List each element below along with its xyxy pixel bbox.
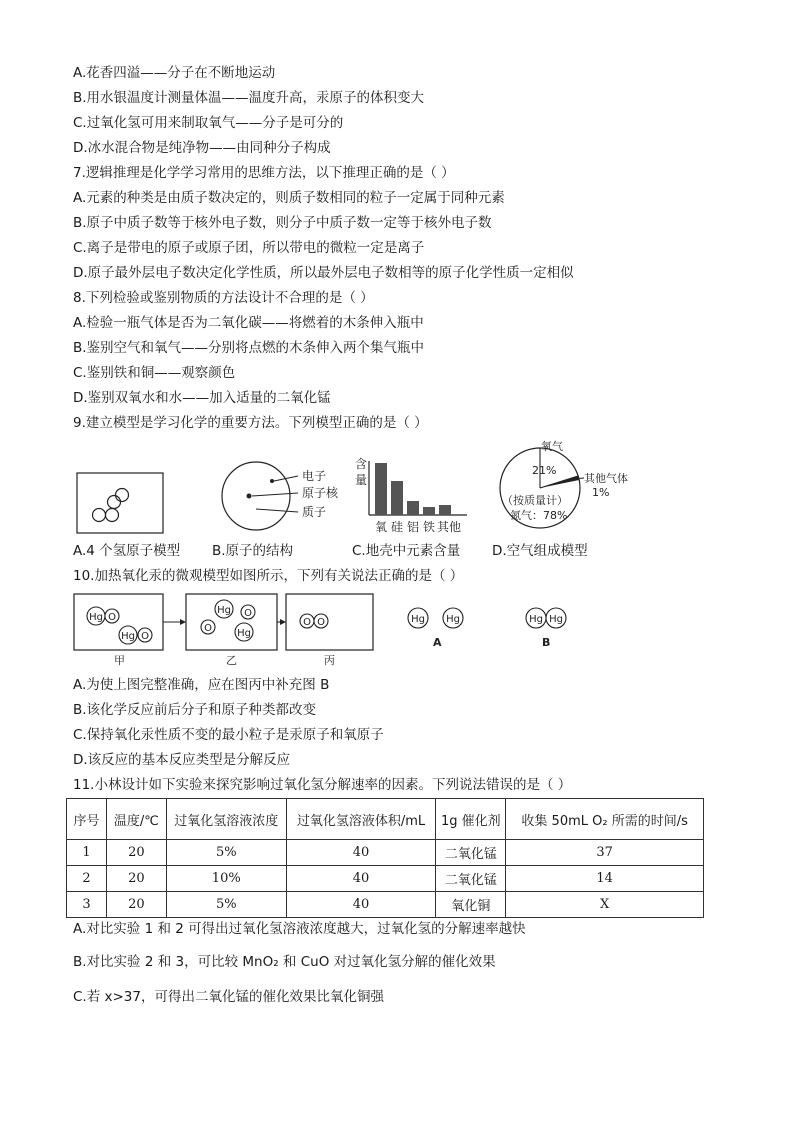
option-a-model [408,608,463,649]
question-option-line: A.花香四溢——分子在不断地运动 [73,65,276,81]
box-label-yi: 乙 [226,654,237,667]
svg-text:Hg: Hg [446,614,460,625]
header-catalyst: 1g 催化剂 [436,799,506,840]
q10-option-b: B.该化学反应前后分子和原子种类都改变 [73,702,317,718]
experiment-table [66,798,704,918]
header-volume: 过氧化氢溶液体积/mL [286,799,436,840]
q11-option-a: A.对比实验 1 和 2 可得出过氧化氢溶液浓度越大，过氧化氢的分解速率越快 [73,921,526,937]
label-other-pct: 1% [592,486,610,499]
tick-aluminium: 铝 [407,520,420,534]
bar-aluminium [407,501,419,515]
svg-text:Hg: Hg [237,628,251,639]
chart-ylabel-2: 量 [355,473,368,487]
figure-caption-d: D.空气组成模型 [492,543,588,559]
label-other-gas: 其他气体 [584,472,628,485]
header-index: 序号 [67,799,107,840]
air-composition-pie [488,438,638,538]
svg-text:Hg: Hg [549,614,563,625]
table-row: 3 20 5% 40 氧化铜 X [67,892,704,918]
svg-text:O: O [303,617,311,628]
tick-other: 其他 [437,520,462,534]
table-row: 1 20 5% 40 二氧化锰 37 [67,840,704,866]
option-b-model [526,608,566,649]
svg-text:O: O [108,612,116,623]
question-option-line: B.用水银温度计测量体温——温度升高，汞原子的体积变大 [73,90,425,106]
label-nucleus: 原子核 [302,486,339,500]
question-option-line: A.元素的种类是由质子数决定的，则质子数相同的粒子一定属于同种元素 [73,190,505,206]
label-electron: 电子 [302,469,327,483]
box-yi [186,594,277,650]
figure-caption-c: C.地壳中元素含量 [352,543,461,559]
figure-caption-a: A.4 个氢原子模型 [73,543,181,559]
question-option-line: A.检验一瓶气体是否为二氧化碳——将燃着的木条伸入瓶中 [73,315,424,331]
label-basis: （按质量计） [502,494,568,507]
label-oxygen: 氧气 [541,440,563,453]
box-bing [286,594,373,650]
question-option-line: B.鉴别空气和氧气——分别将点燃的木条伸入两个集气瓶中 [73,340,425,356]
q10-option-c: C.保持氧化汞性质不变的最小粒子是汞原子和氧原子 [73,727,384,743]
question-stem-7: 7.逻辑推理是化学学习常用的思维方法，以下推理正确的是（ ） [73,165,455,181]
question-option-line: B.原子中质子数等于核外电子数，则分子中质子数一定等于核外电子数 [73,215,492,231]
header-temperature: 温度/℃ [106,799,166,840]
crust-element-bar-chart [345,455,475,535]
bar-silicon [391,481,403,515]
question-option-line: C.离子是带电的原子或原子团，所以带电的微粒一定是离子 [73,240,425,256]
header-time: 收集 50mL O₂ 所需的时间/s [506,799,704,840]
q10-option-d: D.该反应的基本反应类型是分解反应 [73,752,291,768]
question-option-line: C.鉴别铁和铜——观察颜色 [73,365,236,381]
figure-caption-b: B.原子的结构 [212,543,294,559]
box-jia [74,594,163,650]
question-stem-8: 8.下列检验或鉴别物质的方法设计不合理的是（ ） [73,290,374,306]
question-option-line: D.鉴别双氧水和水——加入适量的二氧化锰 [73,390,331,406]
question-stem-10: 10.加热氧化汞的微观模型如图所示，下列有关说法正确的是（ ） [73,568,464,584]
option-b-label: B [542,636,551,649]
q10-option-a: A.为使上图完整准确，应在图丙中补充图 B [73,677,330,693]
label-oxygen-pct: 21% [532,464,557,477]
tick-silicon: 硅 [391,520,404,534]
tick-oxygen: 氧 [375,520,388,534]
svg-text:Hg: Hg [89,612,103,623]
label-proton: 质子 [302,505,327,519]
q11-option-c: C.若 x>37，可得出二氧化锰的催化效果比氧化铜强 [73,989,384,1005]
q11-option-b: B.对比实验 2 和 3，可比较 MnO₂ 和 CuO 对过氧化氢分解的催化效果 [73,954,496,970]
box-label-bing: 丙 [324,654,335,667]
svg-text:O: O [317,617,325,628]
bar-iron [423,507,435,515]
hydrogen-atoms-model [76,472,164,534]
label-nitrogen: 氮气：78% [510,509,568,522]
question-option-line: D.原子最外层电子数决定化学性质，所以最外层电子数相等的原子化学性质一定相似 [73,265,574,281]
mercury-oxide-reaction-diagram [72,590,592,668]
tick-iron: 铁 [423,520,436,534]
table-row: 2 20 10% 40 二氧化锰 14 [67,866,704,892]
svg-text:O: O [141,631,149,642]
question-option-line: D.冰水混合物是纯净物——由同种分子构成 [73,140,331,156]
svg-text:O: O [244,608,252,619]
chart-ylabel-1: 含 [355,457,368,471]
bar-oxygen [375,463,387,515]
svg-text:Hg: Hg [121,631,135,642]
svg-text:O: O [204,623,212,634]
header-concentration: 过氧化氢溶液浓度 [166,799,286,840]
question-stem-11: 11.小林设计如下实验来探究影响过氧化氢分解速率的因素。下列说法错误的是（ ） [73,777,572,793]
svg-text:Hg: Hg [529,614,543,625]
svg-text:Hg: Hg [411,614,425,625]
question-stem-9: 9.建立模型是学习化学的重要方法。下列模型正确的是（ ） [73,415,428,431]
svg-text:Hg: Hg [217,605,231,616]
table-header-row [67,799,704,840]
question-option-line: C.过氧化氢可用来制取氧气——分子是可分的 [73,115,344,131]
option-a-label: A [433,636,442,649]
box-label-jia: 甲 [114,654,125,667]
bar-other [439,505,451,515]
